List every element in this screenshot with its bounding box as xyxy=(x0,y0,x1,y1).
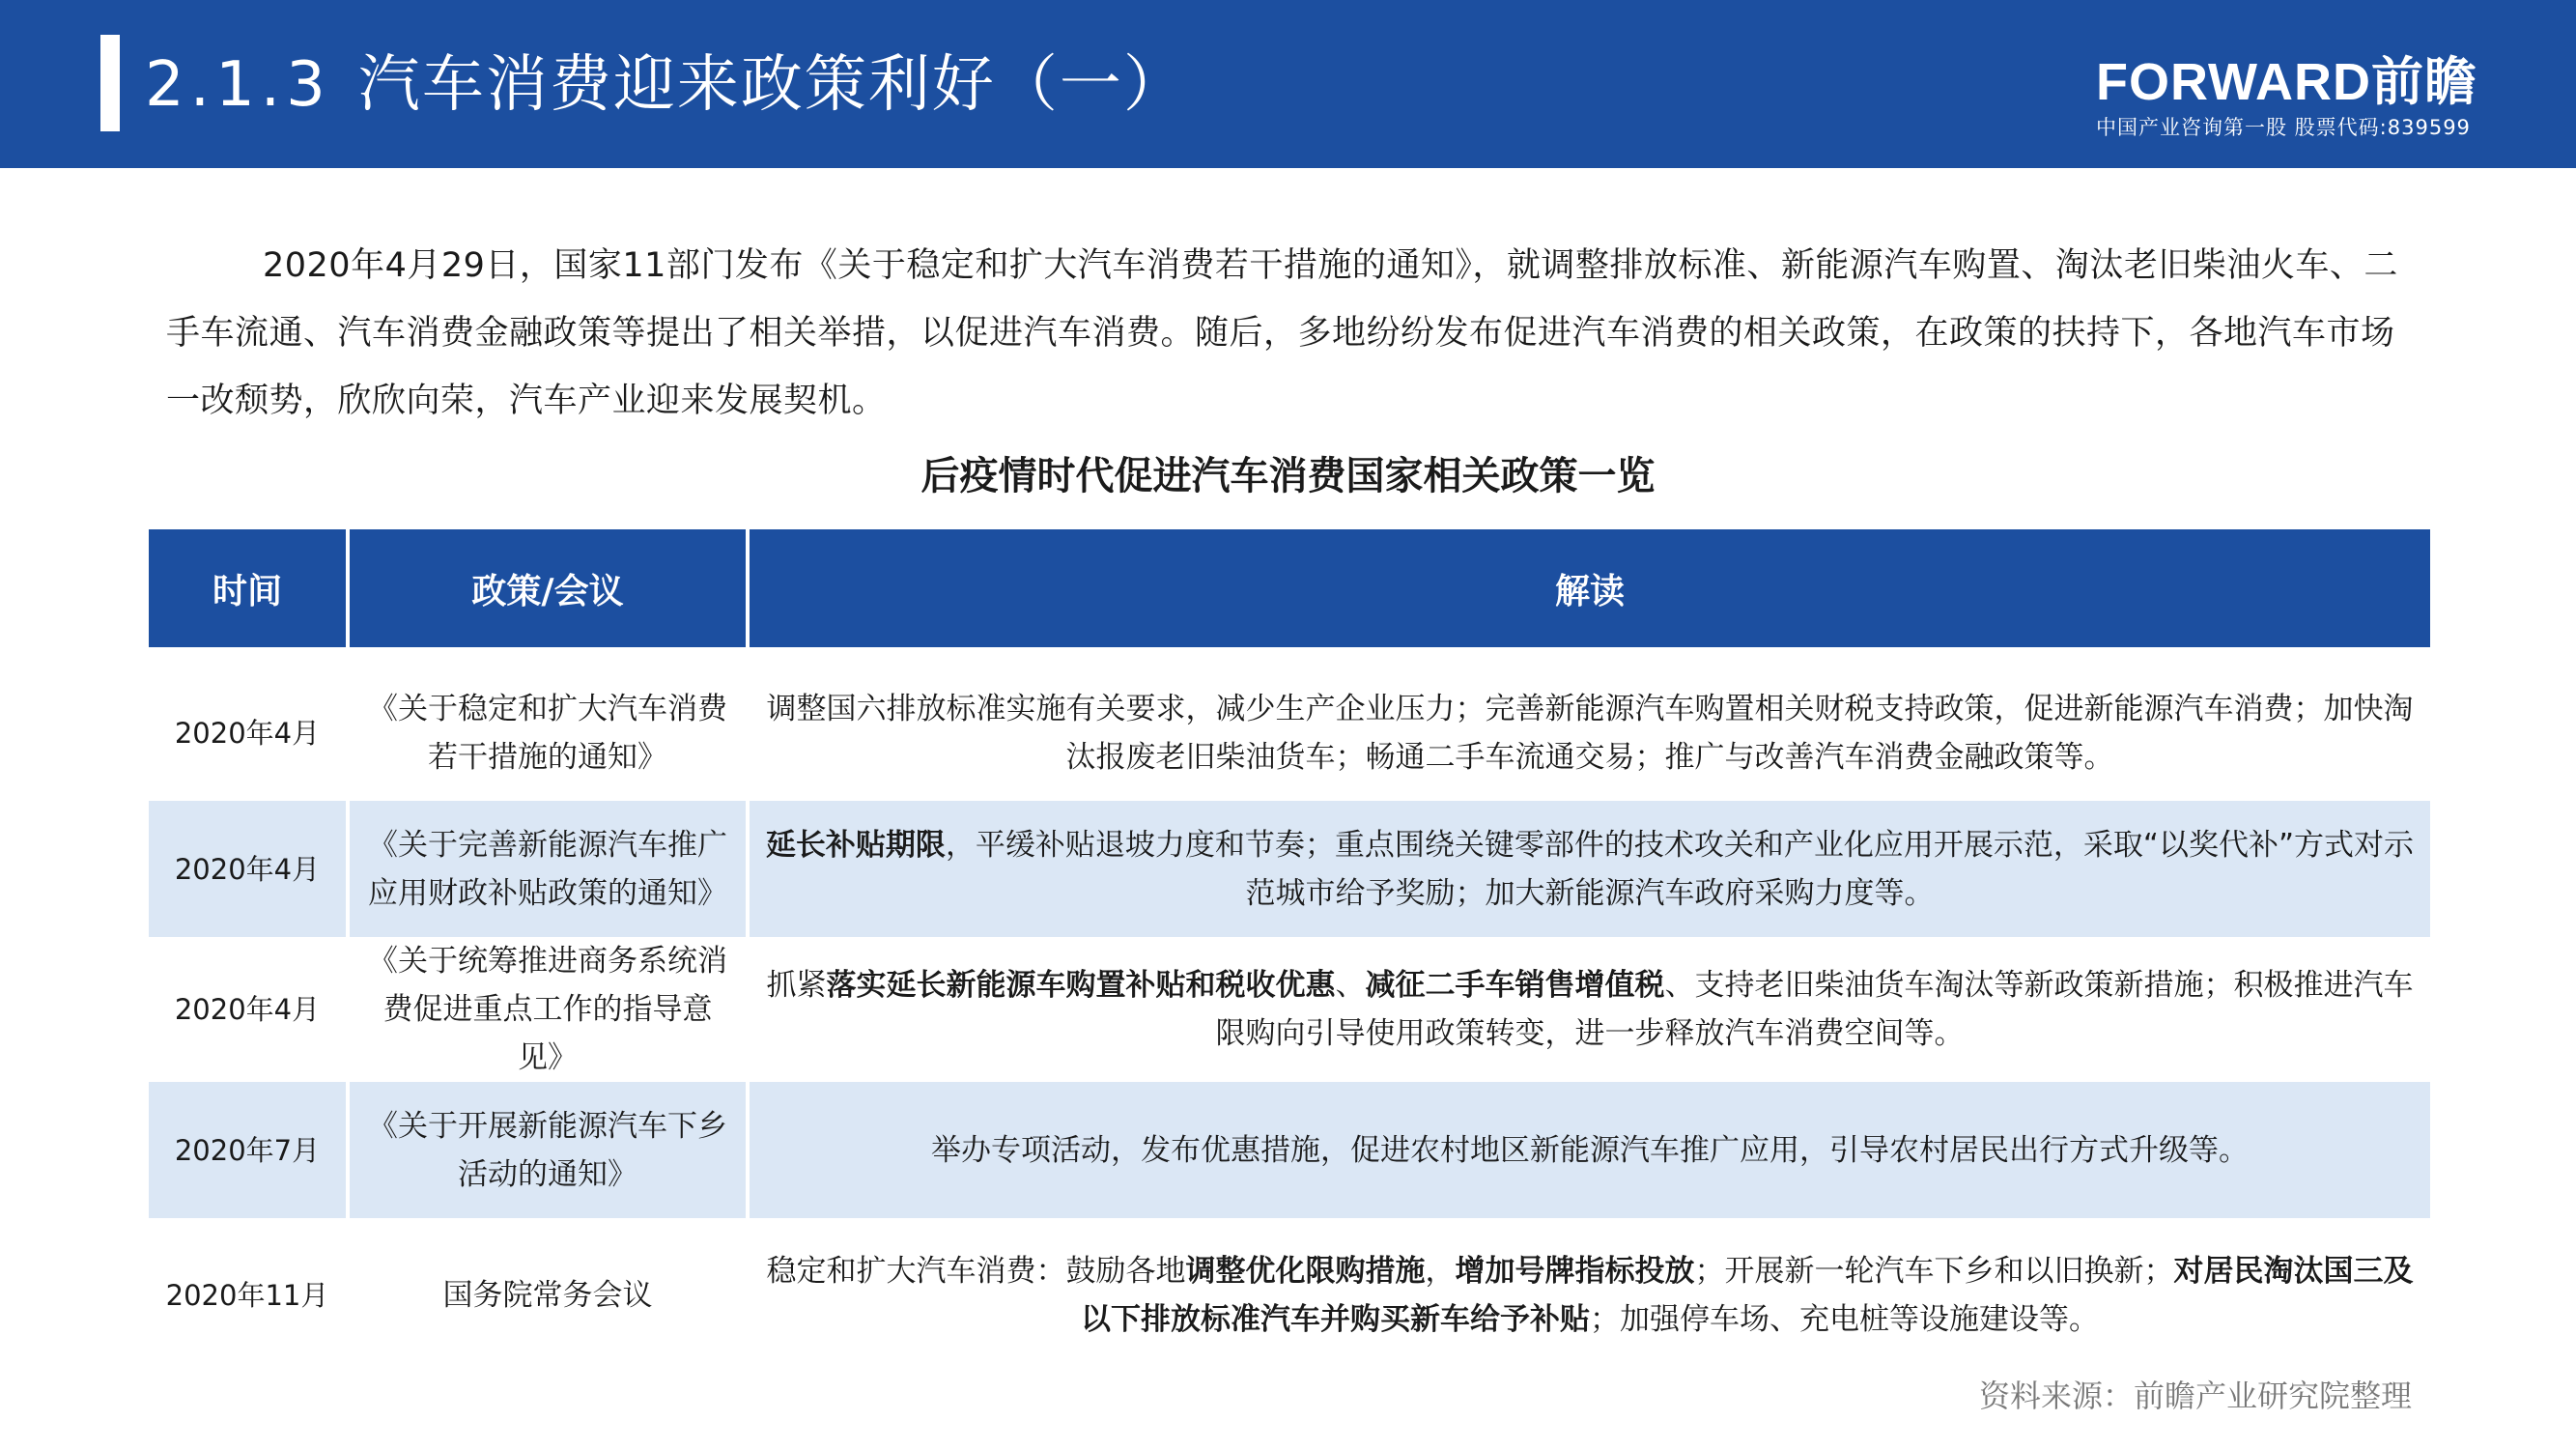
desc-text: 稳定和扩大汽车消费：鼓励各地 xyxy=(766,1254,1186,1289)
header-accent-bar xyxy=(100,35,120,131)
desc-text: ；开展新一轮汽车下乡和以旧换新； xyxy=(1694,1254,2174,1289)
row-date: 2020年7月 xyxy=(149,1082,348,1218)
row-policy: 国务院常务会议 xyxy=(348,1218,748,1373)
row-policy: 《关于完善新能源汽车推广应用财政补贴政策的通知》 xyxy=(348,801,748,937)
desc-highlight: 对居民淘汰国三及以下排放标准汽车并购买新车给予补贴 xyxy=(1081,1254,2414,1337)
section-number: 2.1.3 xyxy=(145,49,331,121)
logo-wordmark: FORWARD前瞻 xyxy=(2096,53,2477,111)
row-date: 2020年4月 xyxy=(149,937,348,1082)
header-policy: 政策/会议 xyxy=(348,529,748,647)
page-title xyxy=(145,46,1187,124)
row-date: 2020年4月 xyxy=(149,665,348,801)
forward-logo xyxy=(2096,52,2482,141)
desc-highlight: 调整优化限购措施 xyxy=(1185,1254,1426,1289)
desc-highlight: 落实延长新能源车购置补贴和税收优惠 xyxy=(826,968,1336,1003)
desc-text: 、 xyxy=(1335,968,1366,1003)
table-title: 后疫情时代促进汽车消费国家相关政策一览 xyxy=(920,454,1656,498)
header-time: 时间 xyxy=(149,529,348,647)
row-policy: 《关于统筹推进商务系统消费促进重点工作的指导意见》 xyxy=(348,937,748,1082)
row-desc xyxy=(748,1082,2430,1218)
row-policy: 《关于开展新能源汽车下乡活动的通知》 xyxy=(348,1082,748,1218)
logo-tagline: 中国产业咨询第一股 股票代码:839599 xyxy=(2096,116,2471,139)
desc-highlight: 减征二手车销售增值税 xyxy=(1365,968,1665,1003)
desc-text: ；加强停车场、充电桩等设施建设等。 xyxy=(1590,1302,2099,1337)
desc-text: 、支持老旧柴油货车淘汰等新政策新措施；积极推进汽车限购向引导使用政策转变，进一步释放汽车消费空间等。 xyxy=(1215,968,2414,1051)
table-header-row xyxy=(149,529,2430,647)
header-band xyxy=(0,0,2576,168)
table-row xyxy=(149,1218,2430,1373)
desc-text: ，平缓补贴退坡力度和节奏；重点围绕关键零部件的技术攻关和产业化应用开展示范，采取“以奖代补”方式对示范城市给予奖励；加大新能源汽车政府采购力度等。 xyxy=(945,827,2415,911)
desc-text: 调整国六排放标准实施有关要求，减少生产企业压力；完善新能源汽车购置相关财税支持政策，促进新能源汽车消费；加快淘汰报废老旧柴油货车；畅通二手车流通交易；推广与改善汽车消费金融政策等。 xyxy=(766,691,2414,775)
table-row xyxy=(149,665,2430,801)
row-desc xyxy=(748,1218,2430,1373)
desc-text: ， xyxy=(1425,1254,1456,1289)
table-row xyxy=(149,1082,2430,1218)
table-row xyxy=(149,937,2430,1082)
desc-text: 抓紧 xyxy=(766,968,827,1003)
source-note: 资料来源：前瞻产业研究院整理 xyxy=(1978,1378,2412,1414)
row-desc xyxy=(748,801,2430,937)
table-row xyxy=(149,801,2430,937)
intro-paragraph: 2020年4月29日，国家11部门发布《关于稳定和扩大汽车消费若干措施的通知》，就调整排放标准、新能源汽车购置、淘汰老旧柴油火车、二手车流通、汽车消费金融政策等提出了相关举措，以促进汽车消费。随后，多地纷纷发布促进汽车消费的相关政策，在政策的扶持下，各地汽车市场一改颓势，欣欣向荣，汽车产业迎来发展契机。 xyxy=(166,246,2398,420)
row-policy: 《关于稳定和扩大汽车消费若干措施的通知》 xyxy=(348,665,748,801)
row-desc xyxy=(748,665,2430,801)
header-interpretation: 解读 xyxy=(748,529,2430,647)
table-spacer xyxy=(149,647,2430,665)
row-desc xyxy=(748,937,2430,1082)
desc-highlight: 延长补贴期限 xyxy=(765,827,946,863)
row-date: 2020年4月 xyxy=(149,801,348,937)
title-text: 汽车消费迎来政策利好（一） xyxy=(357,49,1187,121)
desc-highlight: 增加号牌指标投放 xyxy=(1455,1254,1695,1289)
row-date: 2020年11月 xyxy=(149,1218,348,1373)
policy-table xyxy=(149,529,2430,1373)
desc-text: 举办专项活动，发布优惠措施，促进农村地区新能源汽车推广应用，引导农村居民出行方式升级等。 xyxy=(931,1132,2249,1168)
